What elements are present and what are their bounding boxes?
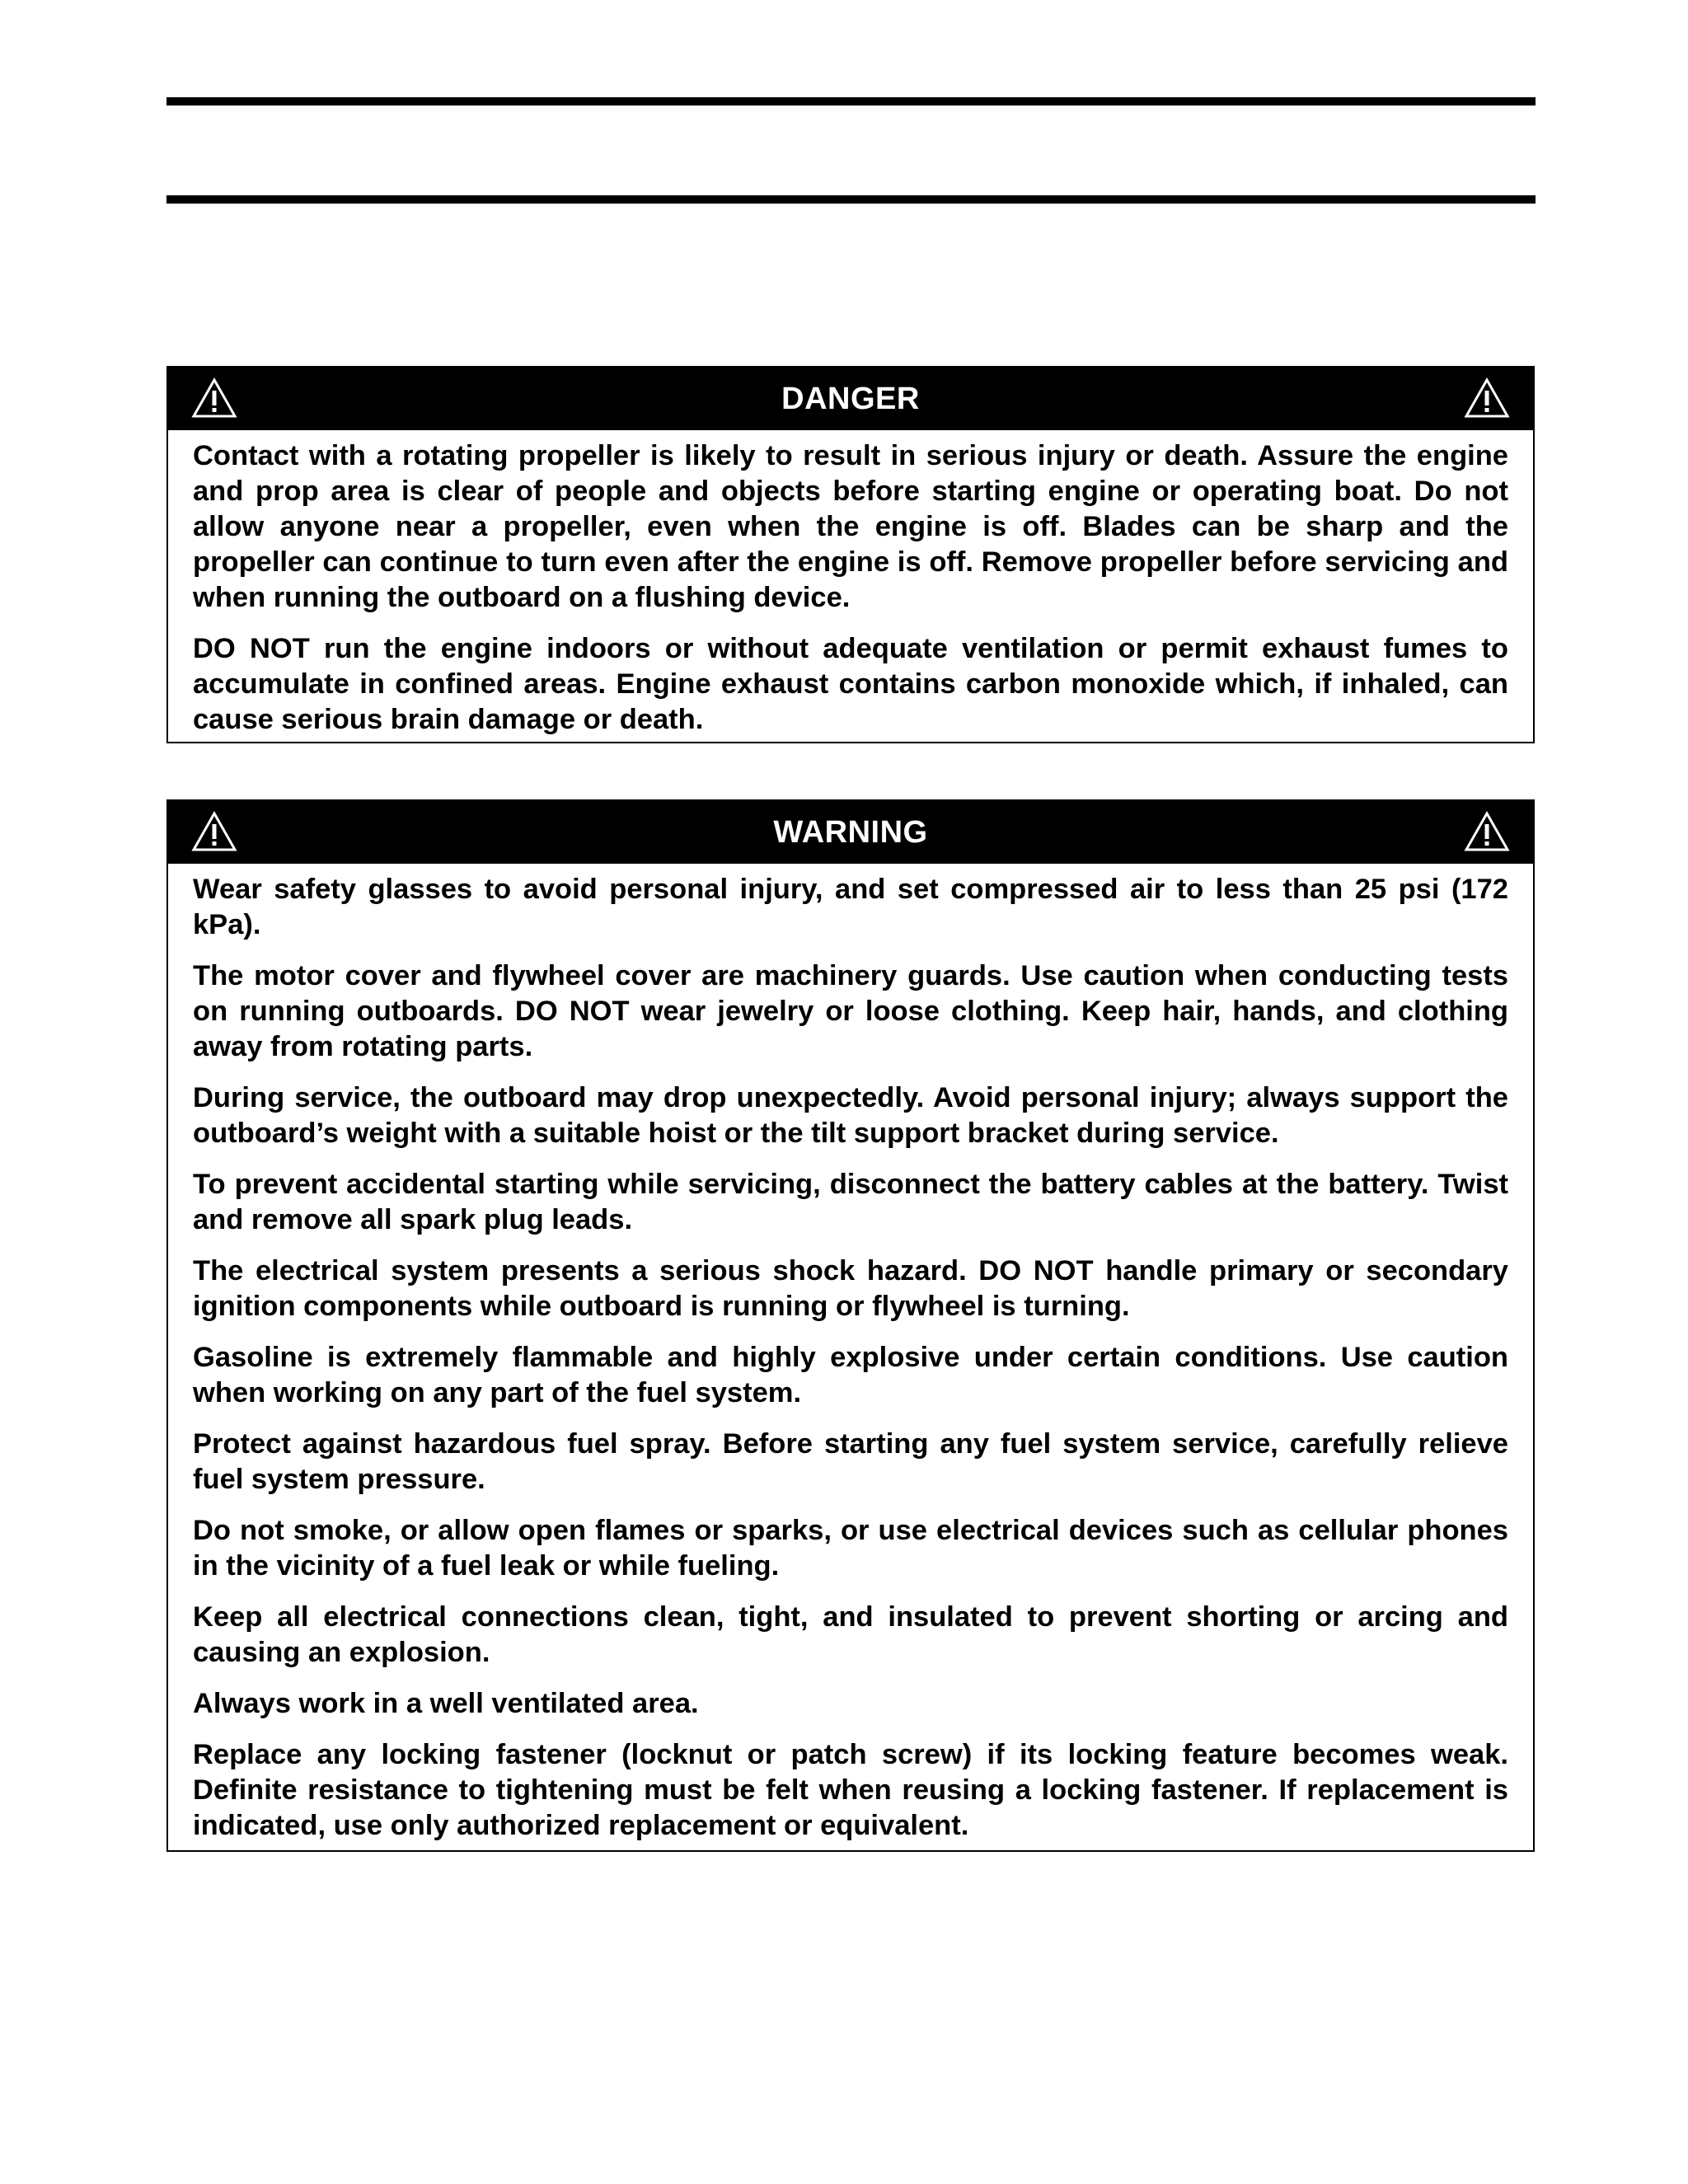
warning-paragraph: Protect against hazardous fuel spray. Before starting any fuel system service, carefully relieve fuel system pressure. bbox=[193, 1428, 1508, 1495]
warning-triangle-icon bbox=[1464, 811, 1510, 852]
warning-paragraph: Wear safety glasses to avoid personal injury, and set compressed air to less than 25 psi (172 kPa). bbox=[193, 874, 1508, 940]
warning-paragraph: The electrical system presents a serious shock hazard. DO NOT handle primary or secondary ignition components while outboard is running or flywheel is turning. bbox=[193, 1255, 1508, 1322]
header-rule-bottom bbox=[166, 195, 1536, 204]
danger-body bbox=[168, 430, 1533, 738]
warning-paragraph: Do not smoke, or allow open flames or sparks, or use electrical devices such as cellular phones in the vicinity of a fuel leak or while fueling. bbox=[193, 1515, 1508, 1582]
warning-paragraph: The motor cover and flywheel cover are machinery guards. Use caution when conducting tests on running outboards. DO NOT wear jewelry or loose clothing. Keep hair, hands, and clothing away from rotating parts. bbox=[193, 960, 1508, 1062]
warning-triangle-icon bbox=[191, 811, 237, 852]
warning-paragraph: During service, the outboard may drop unexpectedly. Avoid personal injury; always support the outboard’s weight with a suitable hoist or the tilt support bracket during service. bbox=[193, 1082, 1508, 1149]
warning-body bbox=[168, 864, 1533, 1844]
danger-paragraph: DO NOT run the engine indoors or without adequate ventilation or permit exhaust fumes to accumulate in confined areas. Engine exhaust contains carbon monoxide which, if inhaled, can cause serious brain damage or death. bbox=[193, 633, 1508, 735]
warning-triangle-icon bbox=[1464, 377, 1510, 419]
warning-title: WARNING bbox=[773, 814, 928, 850]
warning-notice bbox=[166, 799, 1535, 1852]
warning-paragraph: Always work in a well ventilated area. bbox=[193, 1688, 699, 1719]
danger-paragraph: Contact with a rotating propeller is likely to result in serious injury or death. Assure the engine and prop area is clear of people and objects before starting engine or operating boat. Do not allow anyone near a propeller, even when the engine is off. Blades can be sharp and the propeller can continue to turn even after the engine is off. Remove propeller before servicing and when running the outboard on a flushing device. bbox=[193, 440, 1508, 613]
warning-paragraph: Replace any locking fastener (locknut or patch screw) if its locking feature becomes weak. Definite resistance to tightening must be felt when reusing a locking fastener. If replacement is indicated, use only authorized replacement or equivalent. bbox=[193, 1739, 1508, 1841]
warning-paragraph: Gasoline is extremely flammable and highly explosive under certain conditions. Use caution when working on any part of the fuel system. bbox=[193, 1342, 1508, 1408]
warning-paragraph: To prevent accidental starting while servicing, disconnect the battery cables at the battery. Twist and remove all spark plug leads. bbox=[193, 1169, 1508, 1235]
danger-notice bbox=[166, 366, 1535, 743]
warning-paragraph: Keep all electrical connections clean, tight, and insulated to prevent shorting or arcing and causing an explosion. bbox=[193, 1601, 1508, 1668]
header-rule-top bbox=[166, 97, 1536, 105]
warning-header bbox=[168, 801, 1533, 864]
danger-title: DANGER bbox=[781, 381, 920, 416]
danger-header bbox=[168, 368, 1533, 430]
warning-triangle-icon bbox=[191, 377, 237, 419]
